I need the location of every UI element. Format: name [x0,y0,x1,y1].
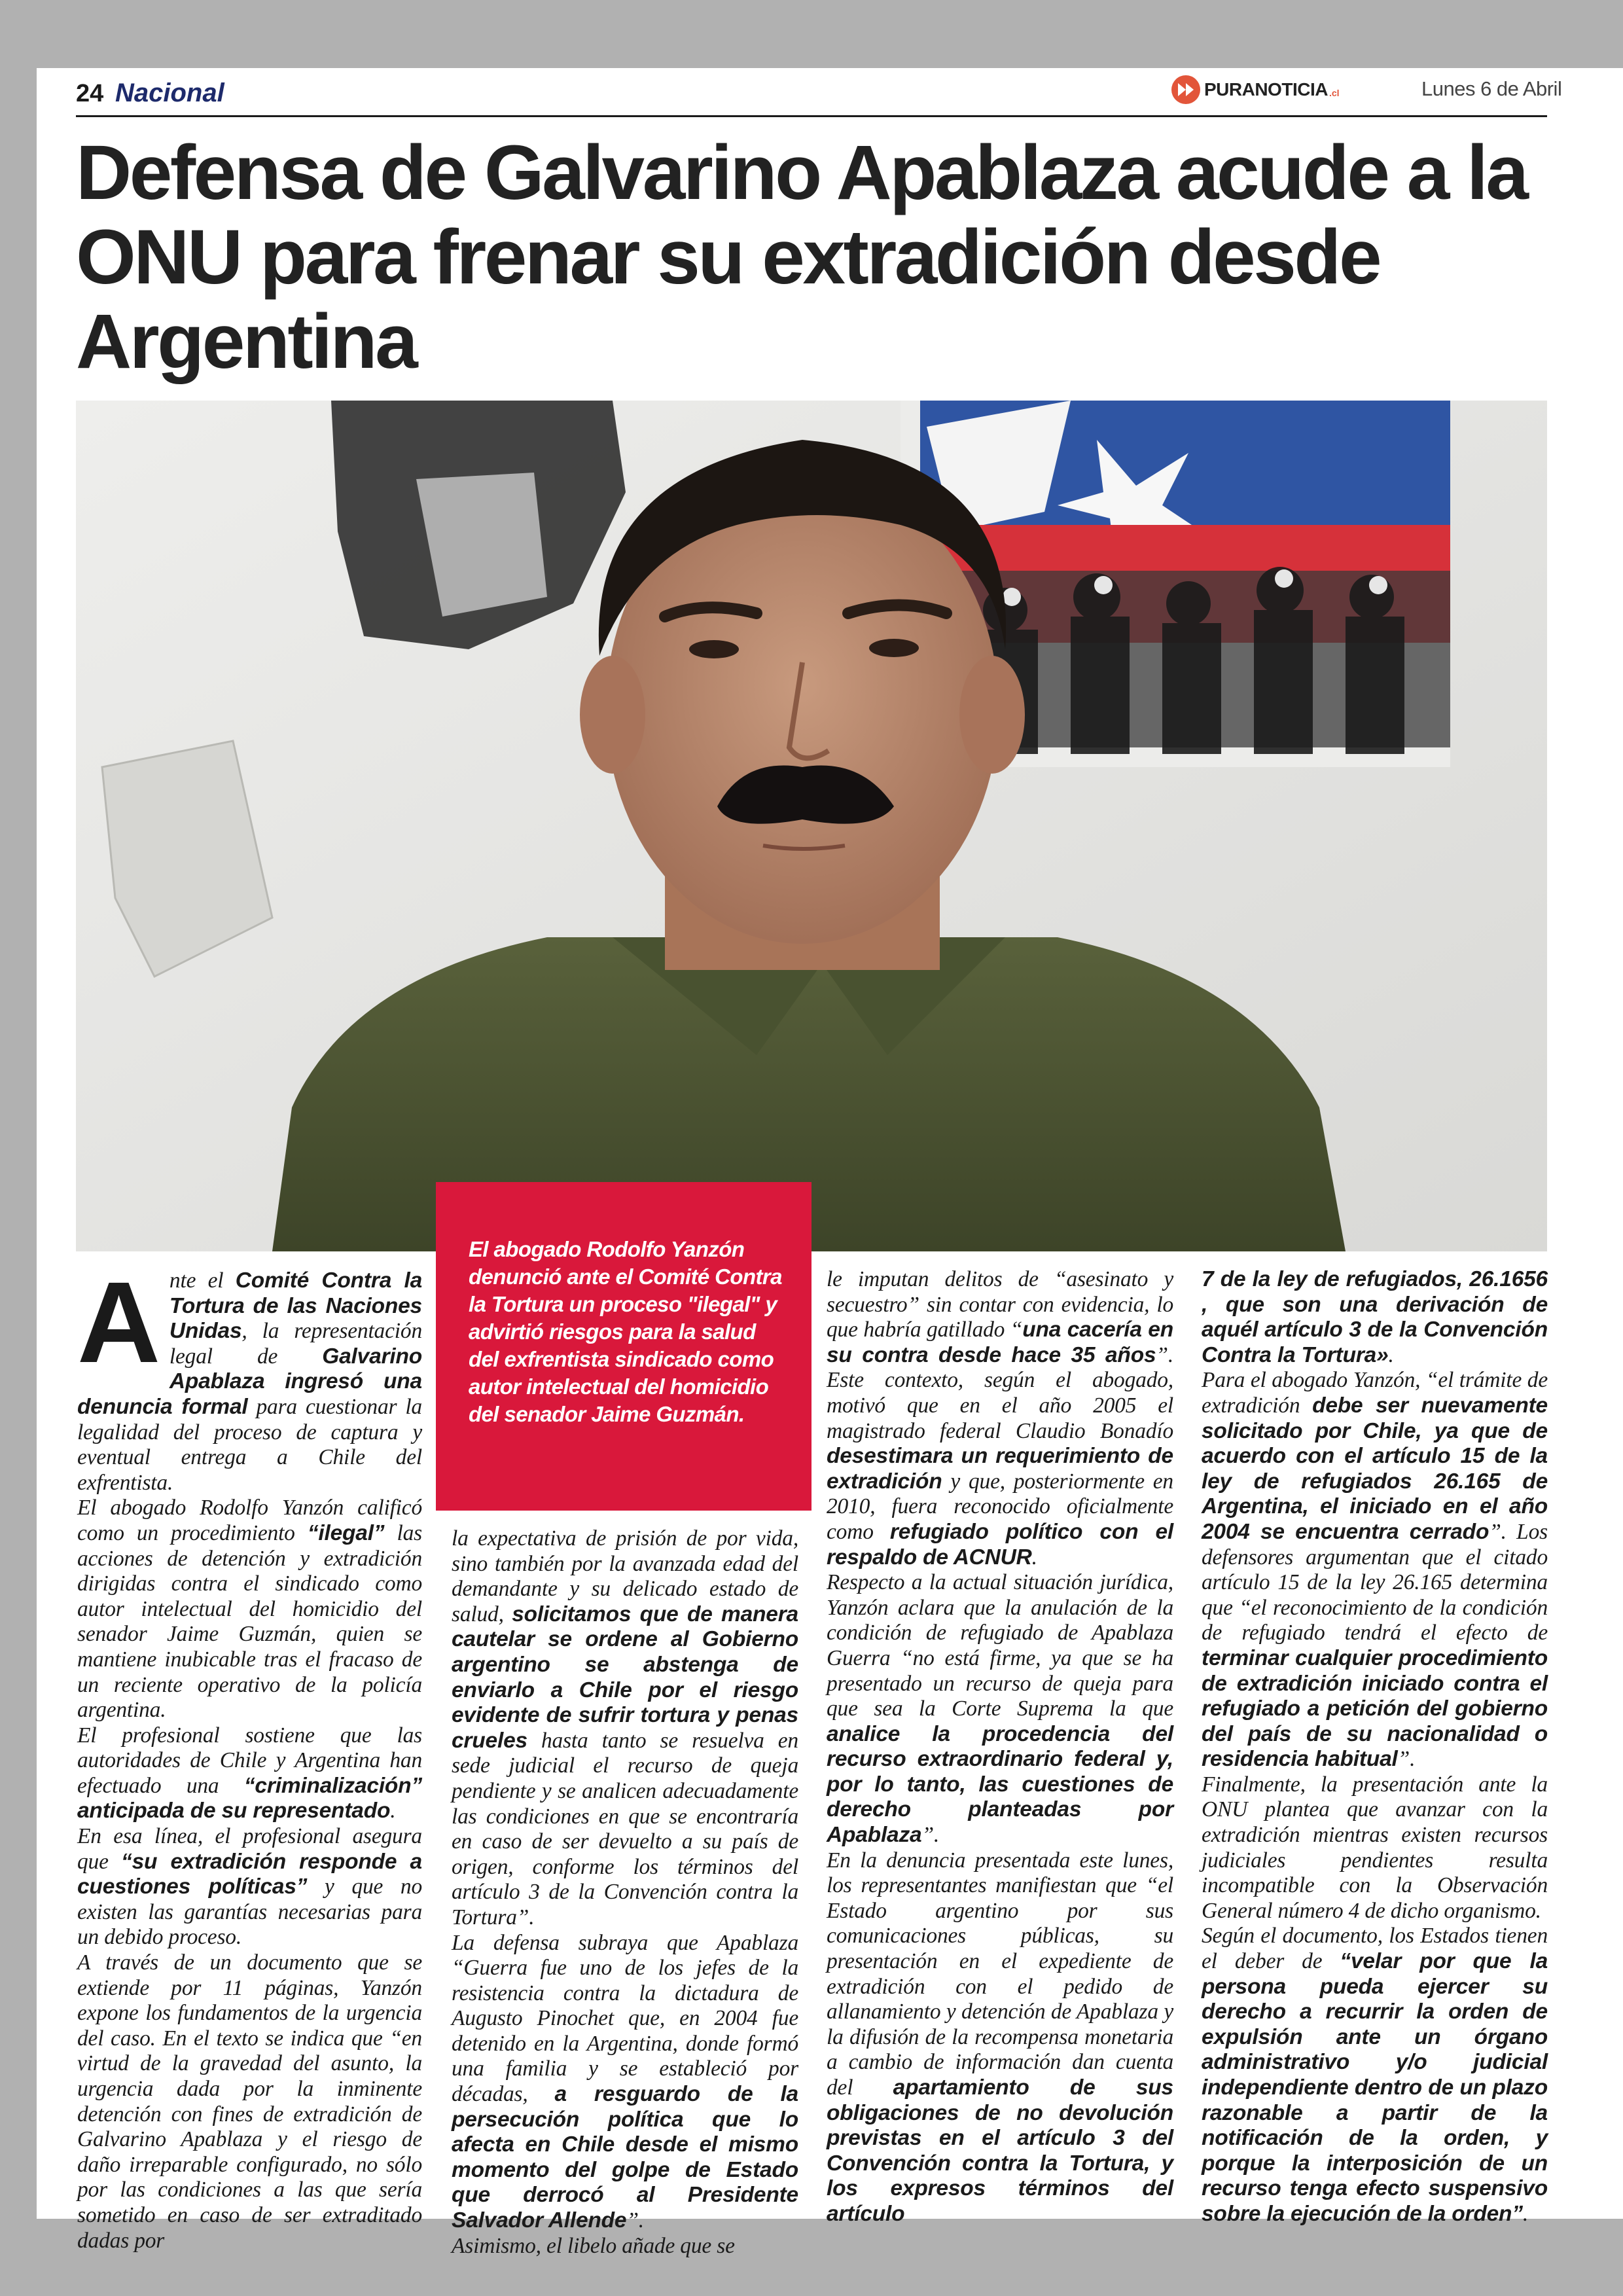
article-paragraph [452,1526,798,1931]
body-text: El profesional sostiene que las autoridades de Chile y Argentina han efectuado una [77,1723,422,1798]
article-paragraph [452,2234,798,2259]
emphasis-text: “criminalización” anticipada de su representado [77,1773,422,1823]
issue-date: Lunes 6 de Abril [1421,77,1562,100]
article-paragraph [827,1848,1173,2227]
body-text: . [1388,1342,1394,1367]
body-text: ”. Los defensores argumentan que el citado artículo 15 de la ley 26.165 determina que “el reconocimiento de la condición de refugiado tendrá el efecto de [1202,1519,1548,1645]
article-paragraph [827,1267,1173,1570]
emphasis-text: apartamiento de sus obligaciones de no devolución previstas en el artículo 3 del Convención contra la Tortura, y los expresos términos del artículo [827,2075,1173,2226]
body-text: Finalmente, la presentación ante la ONU plantea que avanzar con la extradición mientras existen recursos judiciales pendientes resulta incompatible con la Observación General número 4 de dicho organismo. [1202,1772,1548,1923]
emphasis-text: terminar cualquier procedimiento de extradición iniciado contra el refugiado a petición del gobierno del país de su nacionalidad o residencia habitual [1202,1645,1548,1772]
emphasis-text: “velar por que la persona pueda ejercer su derecho a recurrir la orden de expulsión ante un órgano administrativo y/o judicial independiente dentro de un plazo razonable a partir de la notificación de la orden, y porque la interposición de un recurso tenga efecto suspensivo sobre la ejecución de la orden” [1202,1949,1548,2226]
article-paragraph [77,1496,422,1723]
pull-quote-box: El abogado Rodolfo Yanzón denunció ante el Comité Contra la Tortura un proceso "ilegal" y advirtió riesgos para la salud del exfrentista sindicado como autor intelectual del homicidio del senador Jaime Guzmán. [436,1182,812,1511]
drop-cap: A [77,1259,160,1387]
portrait-photo [76,401,1547,1251]
puranoticia-logo [1171,75,1340,105]
body-text: Para el abogado Yanzón, “el trámite de extradición [1202,1368,1548,1418]
body-text: nte el [169,1268,236,1293]
emphasis-text: desestimara un requerimiento de extradición [827,1444,1173,1494]
body-text: las acciones de detención y extradición dirigidas contra el sindicado como autor intelectual del homicidio del senador Jaime Guzmán, quien se mantiene inubicable tras el fracaso de un reciente operativo de la policía argentina. [77,1520,423,1723]
article-column-1 [77,1259,423,2253]
article-paragraph [452,1931,798,2234]
body-text: ”. [626,2208,644,2233]
body-text: ”. Este contexto, según el abogado, motivó que en el año 2005 el magistrado federal Claudio Bonadío [827,1342,1173,1443]
body-text: hasta tanto se resuelva en sede judicial el recurso de queja pendiente y se analicen adecuadamente las condiciones en que se encontraría en caso de ser devuelto a su país de origen, conforme los términos del artículo 3 de la Convención contra la Tortura”. [452,1728,798,1929]
body-text: La defensa subraya que Apablaza “Guerra fue uno de los jefes de la resistencia contra la dictadura de Augusto Pinochet que, en 2004 fue detenido en la Argentina, donde formó una familia y se estableció por décadas, [452,1930,798,2107]
body-text: , la representación legal de [169,1319,422,1369]
body-text: Según el documento, los Estados tienen el deber de [1202,1924,1548,1974]
emphasis-text: una cacería en su contra desde hace 35 años [827,1318,1173,1367]
article-paragraph [77,1950,422,2253]
article-paragraph [827,1570,1173,1848]
article-column-2 [452,1526,798,2259]
body-text: Asimismo, el libelo añade que se [452,2233,735,2258]
body-text: para cuestionar la legalidad del proceso de captura y eventual entrega a Chile del exfrentista. [77,1394,422,1495]
body-text: ”. [1397,1747,1416,1772]
double-chevron-circle-icon [1171,75,1200,104]
page-number: 24 [76,80,104,107]
body-text: . [390,1799,396,1823]
emphasis-text: debe ser nuevamente solicitado por Chile, ya que de acuerdo con el artículo 15 de la ley de refugiados 26.165 de Argentina, el iniciado en el año 2004 se encuentra cerrado [1202,1393,1548,1544]
emphasis-text: “su extradición responde a cuestiones políticas” [77,1849,422,1899]
emphasis-text: a resguardo de la persecución política que lo afecta en Chile desde el mismo momento del golpe de Estado que derrocó al Presidente Salvador Allende [452,2082,798,2233]
article-column-3 [827,1267,1173,2227]
article-paragraph [1202,1924,1548,2227]
section-title: Nacional [115,79,224,107]
body-text: El abogado Rodolfo Yanzón calificó como un procedimiento [77,1496,422,1545]
article-paragraph [77,1723,422,1824]
body-text: A través de un documento que se extiende por 11 páginas, Yanzón expone los fundamentos de la urgencia del caso. En el texto se indica que “en virtud de la gravedad del asunto, la urgencia dada por la inminente detención con fines de extradición de Galvarino Apablaza y el riesgo de daño irreparable configurado, no sólo por las condiciones a las que sería sometido en caso de ser extraditado dadas por [77,1950,422,2253]
article-paragraph [77,1824,422,1950]
article-paragraph [1202,1267,1548,1368]
body-text: En la denuncia presentada este lunes, los representantes manifiestan que “el Estado argentino por sus comunicaciones públicas, su presentación en el expediente de extradición con el pedido de allanamiento y detención de Apablaza y la difusión de la recompensa monetaria a cambio de información dan cuenta del [827,1848,1173,2100]
body-text: la expectativa de prisión de por vida, sino también por la avanzada edad del demandante y su delicado estado de salud, [452,1526,798,1626]
logo-text: PURANOTICIA [1204,79,1328,99]
article-paragraph [1202,1772,1548,1924]
logo-suffix: .cl [1329,88,1340,98]
body-text: y que, posteriormente en 2010, fuera reconocido oficialmente como [827,1469,1173,1544]
body-text: le imputan delitos de “asesinato y secuestro” sin contar con evidencia, lo que habría gatillado “ [827,1267,1173,1342]
header-divider [76,115,1547,117]
emphasis-text: solicitamos que de manera cautelar se ordene al Gobierno argentino se abstenga de enviarlo a Chile por el riesgo evidente de sufrir tortura y penas crueles [452,1602,798,1753]
body-text: ”. [921,1823,940,1848]
article-paragraph [77,1259,422,1496]
emphasis-text: analice la procedencia del recurso extraordinario federal y, por lo tanto, las cuestiones de derecho planteadas por Apablaza [827,1721,1173,1848]
body-text: y que no existen las garantías necesarias para un debido proceso. [77,1874,422,1950]
body-text: . [1031,1545,1037,1570]
emphasis-text: 7 de la ley de refugiados, 26.1656 , que son una derivación de aquél artículo 3 de la Convención Contra la Tortura» [1202,1267,1548,1367]
body-text: En esa línea, el profesional asegura que [77,1824,422,1874]
article-paragraph [1202,1368,1548,1772]
article-headline: Defensa de Galvarino Apablaza acude a la ONU para frenar su extradición desde Argentina [76,130,1527,385]
body-text: Respecto a la actual situación jurídica, Yanzón aclara que la anulación de la condición de refugiado de Apablaza Guerra “no está firme, ya que se ha presentado un recurso de queja para que sea la Corte Suprema la que [827,1570,1173,1721]
article-column-4 [1202,1267,1548,2227]
body-text: . [1522,2201,1529,2226]
article-photo [76,401,1547,1251]
emphasis-text: refugiado político con el respaldo de ACNUR [827,1519,1173,1570]
emphasis-text: “ilegal” [307,1520,385,1545]
emphasis-text: Comité Contra la Tortura de las Naciones Unidas [169,1268,422,1344]
emphasis-text: Galvarino Apablaza ingresó una denuncia formal [77,1344,422,1419]
